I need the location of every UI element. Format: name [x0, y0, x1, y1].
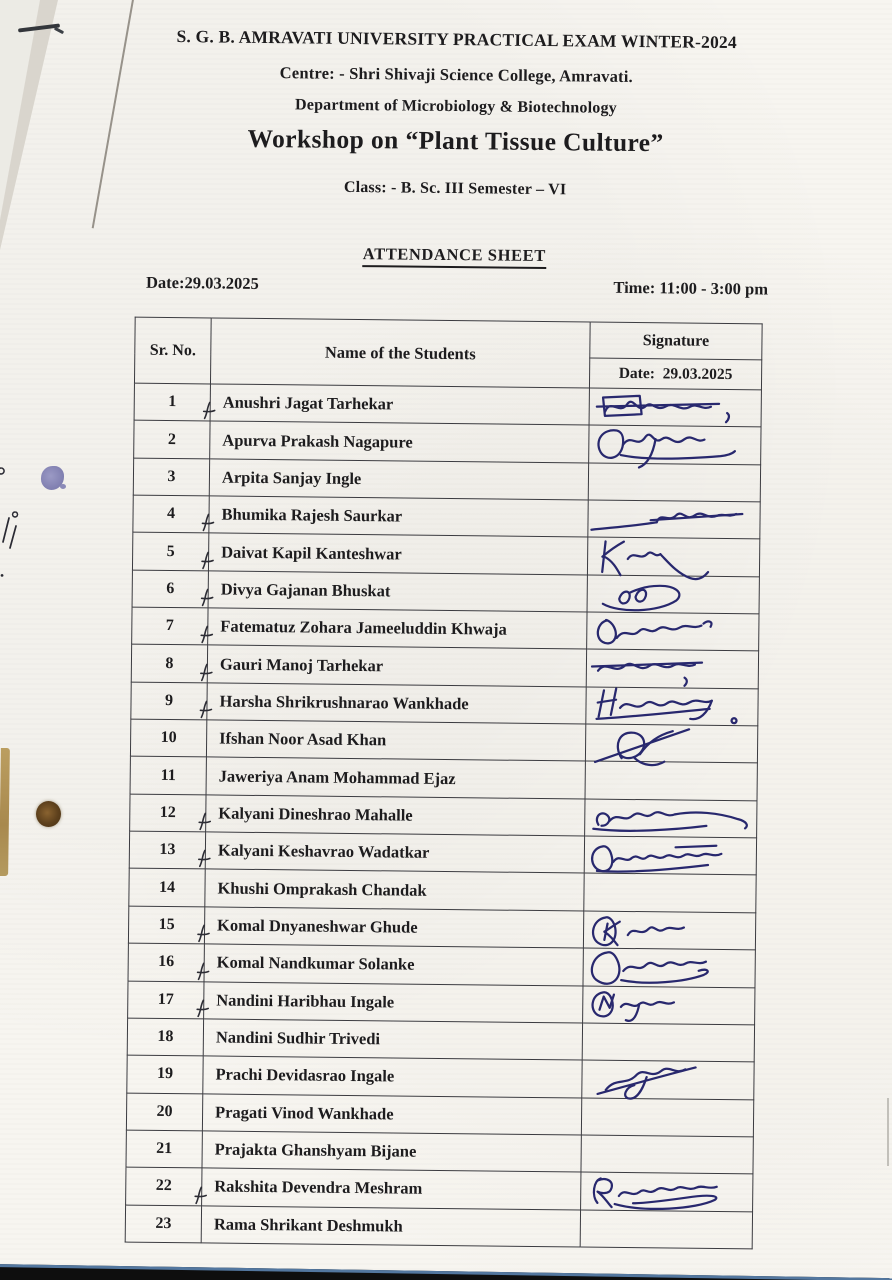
student-name: Prajakta Ghanshyam Bijane — [202, 1131, 581, 1172]
attendance-tick-mark — [200, 625, 214, 645]
signature-cell — [582, 1060, 754, 1099]
attendance-title-wrap — [59, 241, 849, 273]
signature-cell — [584, 873, 756, 912]
row-serial-number: 19 — [127, 1055, 203, 1093]
student-name: Apurva Prakash Nagapure — [210, 421, 589, 462]
attendance-sheet-title: ATTENDANCE SHEET — [363, 244, 546, 269]
student-name: Kalyani Dineshrao Mahalle — [206, 795, 585, 836]
attendance-tick-mark — [197, 961, 211, 981]
student-name: Anushri Jagat Tarhekar — [210, 384, 589, 425]
signature-cell — [589, 388, 761, 427]
table-header-name: Name of the Students — [210, 318, 590, 388]
attendance-tick-mark — [201, 550, 215, 570]
row-serial-number: 15 — [128, 906, 204, 944]
signature-cell — [583, 911, 755, 950]
table-header-signature: Signature — [590, 322, 762, 360]
row-serial-number: 23 — [125, 1205, 201, 1243]
student-name: Jaweriya Anam Mohammad Ejaz — [206, 757, 585, 798]
row-serial-number: 8 — [131, 645, 207, 683]
student-name: Daivat Kapil Kanteshwar — [208, 533, 587, 574]
attendance-tick-mark — [197, 923, 211, 943]
row-serial-number: 20 — [126, 1093, 202, 1131]
attendance-tick-mark — [198, 811, 212, 831]
header-department-line: Department of Microbiology & Biotechnology — [294, 96, 617, 117]
row-serial-number: 11 — [130, 757, 206, 795]
row-serial-number: 4 — [133, 495, 209, 533]
student-name: Fatematuz Zohara Jameeluddin Khwaja — [208, 608, 587, 649]
student-name: Komal Dnyaneshwar Ghude — [204, 907, 583, 948]
row-serial-number: 13 — [129, 831, 205, 869]
signature-cell — [588, 463, 760, 502]
attendance-tick-mark — [196, 998, 210, 1018]
row-serial-number: 12 — [130, 794, 206, 832]
signature-cell — [588, 500, 760, 539]
student-name: Khushi Omprakash Chandak — [205, 869, 584, 910]
student-name: Pragati Vinod Wankhade — [202, 1093, 581, 1134]
signature-cell — [581, 1135, 753, 1174]
student-name: Divya Gajanan Bhuskat — [208, 571, 587, 612]
row-serial-number: 3 — [133, 458, 209, 496]
attendance-tick-mark — [200, 662, 214, 682]
attendance-tick-mark — [203, 401, 217, 421]
table-row — [125, 1205, 752, 1249]
attendance-table — [125, 317, 763, 1250]
exam-time-label: Time: 11:00 - 3:00 pm — [613, 277, 769, 299]
attendance-tick-mark — [201, 513, 215, 533]
row-serial-number: 17 — [128, 981, 204, 1019]
row-serial-number: 10 — [130, 719, 206, 757]
student-name: Harsha Shrikrushnarao Wankhade — [207, 683, 586, 724]
signature-cell — [587, 575, 759, 614]
signature-cell — [581, 1172, 753, 1211]
student-name: Gauri Manoj Tarhekar — [207, 645, 586, 686]
attendance-tick-mark — [198, 849, 212, 869]
signature-cell — [582, 1023, 754, 1062]
signature-cell — [580, 1210, 752, 1249]
student-name: Rama Shrikant Deshmukh — [201, 1205, 580, 1246]
row-serial-number: 7 — [132, 607, 208, 645]
student-name: Nandini Haribhau Ingale — [204, 981, 583, 1022]
signature-cell — [587, 537, 759, 576]
student-name: Kalyani Keshavrao Wadatkar — [205, 832, 584, 873]
signature-cell — [583, 948, 755, 987]
signature-cell — [583, 986, 755, 1025]
student-name: Bhumika Rajesh Saurkar — [209, 496, 588, 537]
attendance-tick-mark — [194, 1185, 208, 1205]
signature-cell — [586, 649, 758, 688]
student-name: Arpita Sanjay Ingle — [209, 459, 588, 500]
table-header-sr-no: Sr. No. — [134, 317, 211, 384]
signature-cell — [581, 1098, 753, 1137]
row-serial-number: 6 — [132, 570, 208, 608]
attendance-tick-mark — [201, 587, 215, 607]
signature-cell — [585, 799, 757, 838]
row-serial-number: 16 — [128, 943, 204, 981]
row-serial-number: 2 — [134, 420, 210, 458]
signature-cell — [585, 761, 757, 800]
signature-cell — [586, 687, 758, 726]
scan-edge-line — [887, 1098, 889, 1166]
row-serial-number: 21 — [126, 1130, 202, 1168]
student-name: Komal Nandkumar Solanke — [204, 944, 583, 985]
row-serial-number: 9 — [131, 682, 207, 720]
header-class-line: Class: - B. Sc. III Semester – VI — [343, 178, 567, 199]
signature-cell — [584, 836, 756, 875]
signature-cell — [585, 724, 757, 763]
student-name: Rakshita Devendra Meshram — [202, 1168, 581, 1209]
signature-cell — [589, 425, 761, 464]
row-serial-number: 18 — [127, 1018, 203, 1056]
student-name: Nandini Sudhir Trivedi — [203, 1019, 582, 1060]
student-name: Prachi Devidasrao Ingale — [203, 1056, 582, 1097]
header-workshop-title: Workshop on “Plant Tissue Culture” — [247, 123, 664, 158]
exam-date-label: Date:29.03.2025 — [145, 272, 259, 293]
attendance-tick-mark — [199, 699, 213, 719]
header-university-line: S. G. B. AMRAVATI UNIVERSITY PRACTICAL EXAM WINTER-2024 — [176, 26, 738, 53]
student-name: Ifshan Noor Asad Khan — [206, 720, 585, 761]
signature-cell — [587, 612, 759, 651]
table-header-signature-date: Date: 29.03.2025 — [589, 358, 761, 390]
row-serial-number: 22 — [126, 1167, 202, 1205]
row-serial-number: 1 — [134, 383, 210, 421]
header-centre-line: Centre: - Shri Shivaji Science College, Amravati. — [279, 63, 634, 86]
row-serial-number: 5 — [132, 532, 208, 570]
row-serial-number: 14 — [129, 869, 205, 907]
